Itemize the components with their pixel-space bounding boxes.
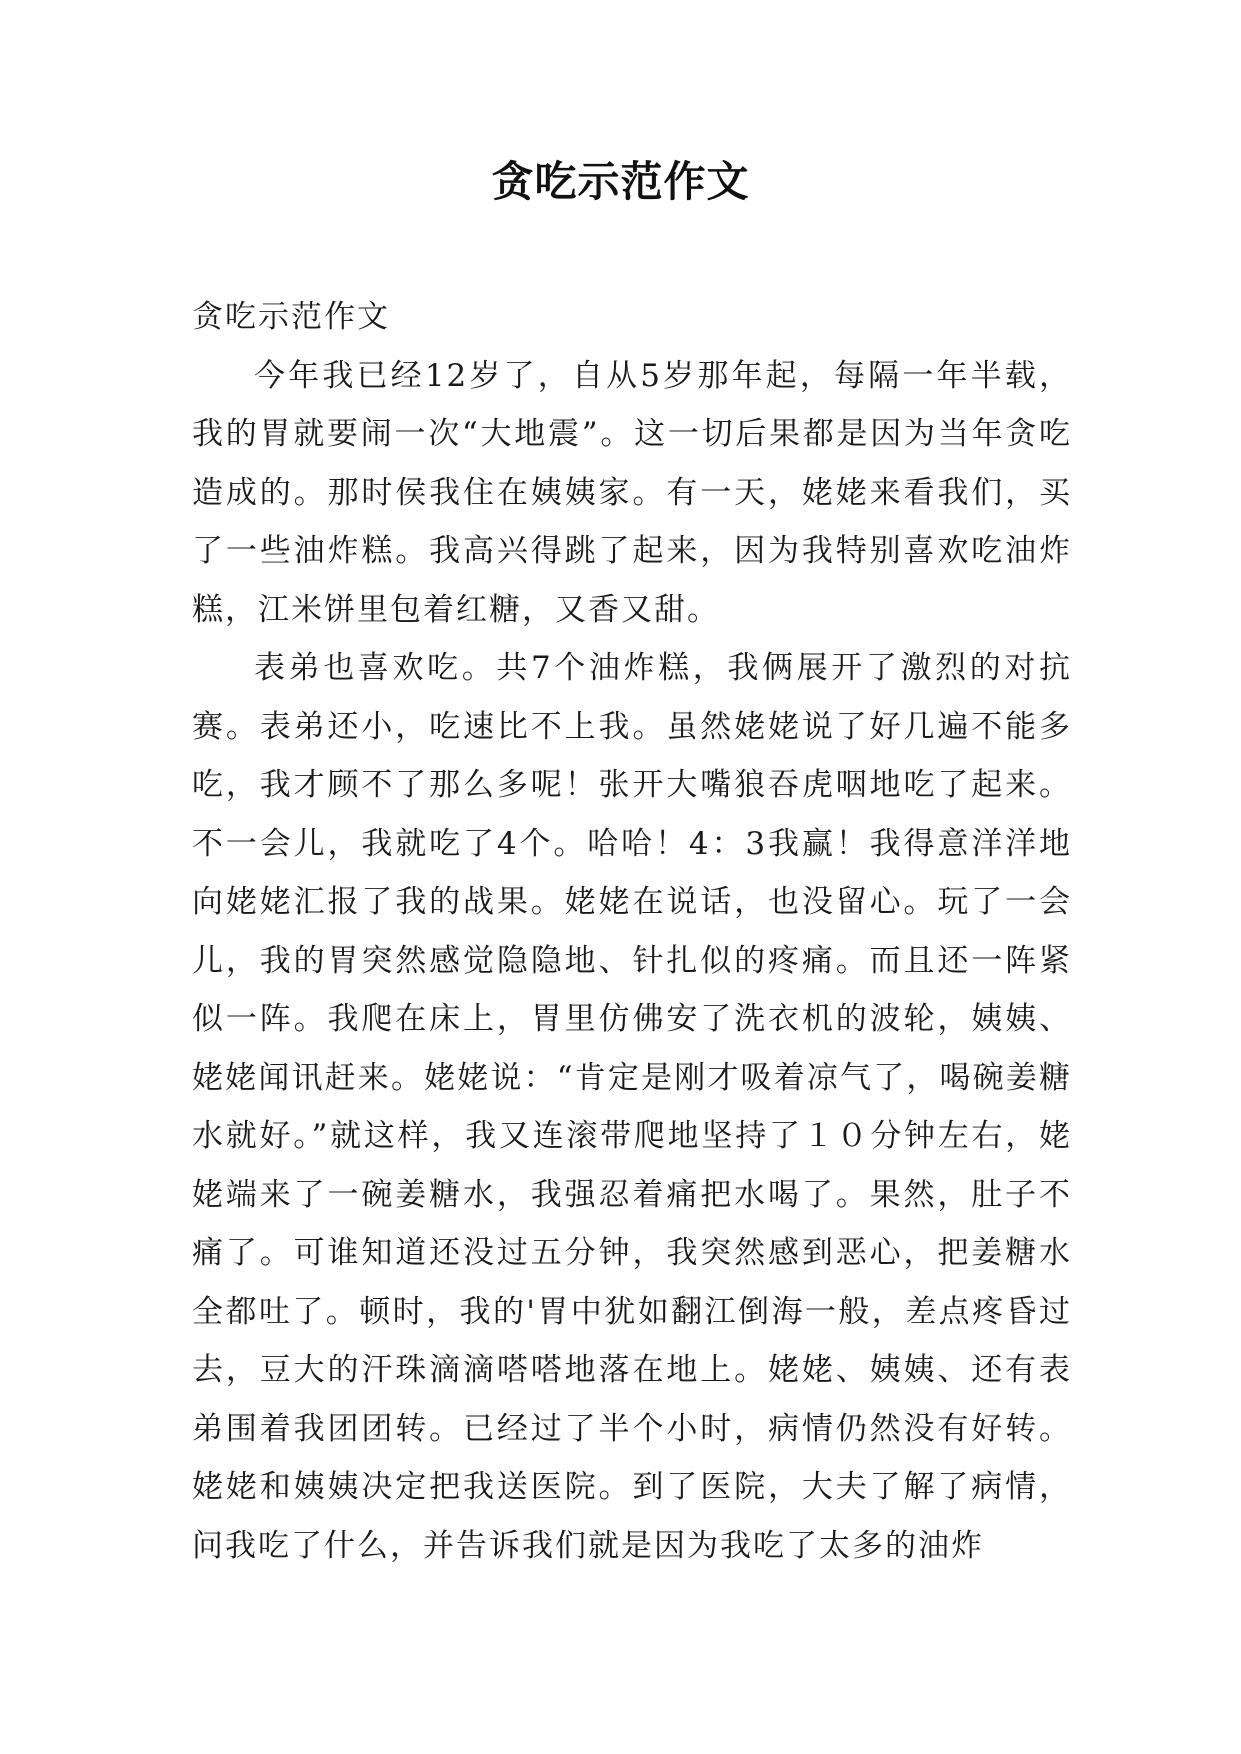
paragraph-1: 今年我已经12岁了，自从5岁那年起，每隔一年半载，我的胃就要闹一次“大地震”。这一切后果都是因为当年贪吃造成的。那时侯我住在姨姨家。有一天，姥姥来看我们，买了一些油炸糕。我高兴得跳了起来，因为我特别喜欢吃油炸糕，江米饼里包着红糖，又香又甜。: [192, 357, 1072, 628]
document-title: 贪吃示范作文: [491, 157, 750, 206]
document-subtitle: 贪吃示范作文: [192, 299, 390, 335]
paragraph-2: 表弟也喜欢吃。共7个油炸糕，我俩展开了激烈的对抗赛。表弟还小，吃速比不上我。虽然姥姥说了好几遍不能多吃，我才顾不了那么多呢！张开大嘴狼吞虎咽地吃了起来。不一会儿，我就吃了4个。哈哈！4：3我赢！我得意洋洋地向姥姥汇报了我的战果。姥姥在说话，也没留心。玩了一会儿，我的胃突然感觉隐隐地、针扎似的疼痛。而且还一阵紧似一阵。我爬在床上，胃里仿佛安了洗衣机的波轮，姨姨、姥姥闻讯赶来。姥姥说：“肯定是刚才吸着凉气了，喝碗姜糖水就好。”就这样，我又连滚带爬地坚持了１０分钟左右，姥姥端来了一碗姜糖水，我强忍着痛把水喝了。果然，肚子不痛了。可谁知道还没过五分钟，我突然感到恶心，把姜糖水全都吐了。顿时，我的'胃中犹如翻江倒海一般，差点疼昏过去，豆大的汗珠滴滴嗒嗒地落在地上。姥姥、姨姨、还有表弟围着我团团转。已经过了半个小时，病情仍然没有好转。姥姥和姨姨决定把我送医院。到了医院，大夫了解了病情，问我吃了什么，并告诉我们就是因为我吃了太多的油炸: [192, 650, 1072, 1564]
document-body: [192, 288, 1072, 1575]
